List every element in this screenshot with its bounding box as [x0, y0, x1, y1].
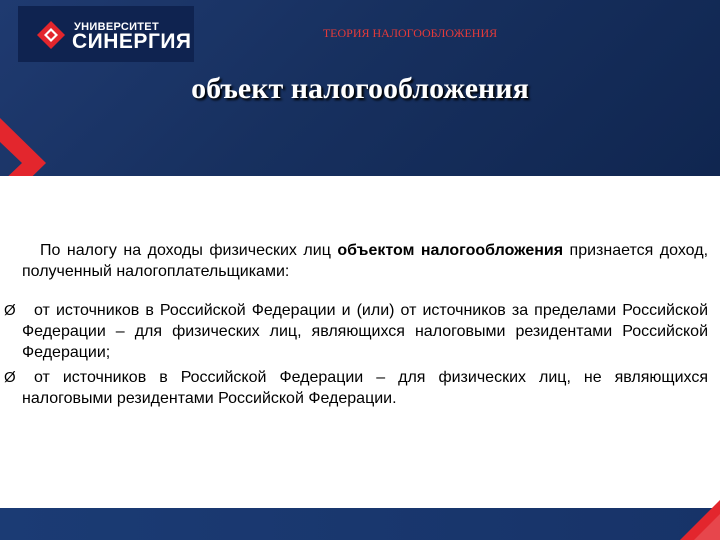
university-logo	[18, 6, 194, 62]
arrowhead-bullet-icon: Ø	[4, 302, 16, 319]
course-title: ТЕОРИЯ НАЛОГООБЛОЖЕНИЯ	[322, 26, 498, 40]
bullet-item	[4, 300, 708, 363]
intro-text-bold: объектом налогообложения	[337, 242, 564, 259]
arrowhead-bullet-icon: Ø	[4, 369, 16, 386]
logo-text-synergy: СИНЕРГИЯ	[72, 30, 192, 53]
intro-text-start: По налогу на доходы физических лиц	[40, 242, 338, 259]
bullet-text: от источников в Российской Федерации – для физических лиц, не являющихся налоговыми резидентами Российской Федерации.	[22, 369, 708, 407]
bullet-text: от источников в Российской Федерации и (или) от источников за пределами Российской Федерации – для физических лиц, являющихся налоговыми резидентами Российской Федерации;	[22, 302, 708, 361]
intro-paragraph	[22, 240, 708, 282]
red-corner-decoration	[640, 500, 720, 540]
slide-header	[0, 0, 720, 176]
bullet-list	[4, 300, 708, 409]
logo-text-university: УНИВЕРСИТЕТ	[74, 21, 159, 33]
red-chevron-decoration	[0, 118, 46, 176]
slide-content	[4, 240, 709, 413]
intro-text-end: признается доход, полученный налогоплательщиками:	[22, 242, 709, 280]
synergy-logo-icon	[36, 20, 66, 50]
footer-bar	[0, 508, 720, 540]
slide-title: объект налогообложения	[191, 72, 529, 105]
bullet-item	[4, 367, 708, 409]
